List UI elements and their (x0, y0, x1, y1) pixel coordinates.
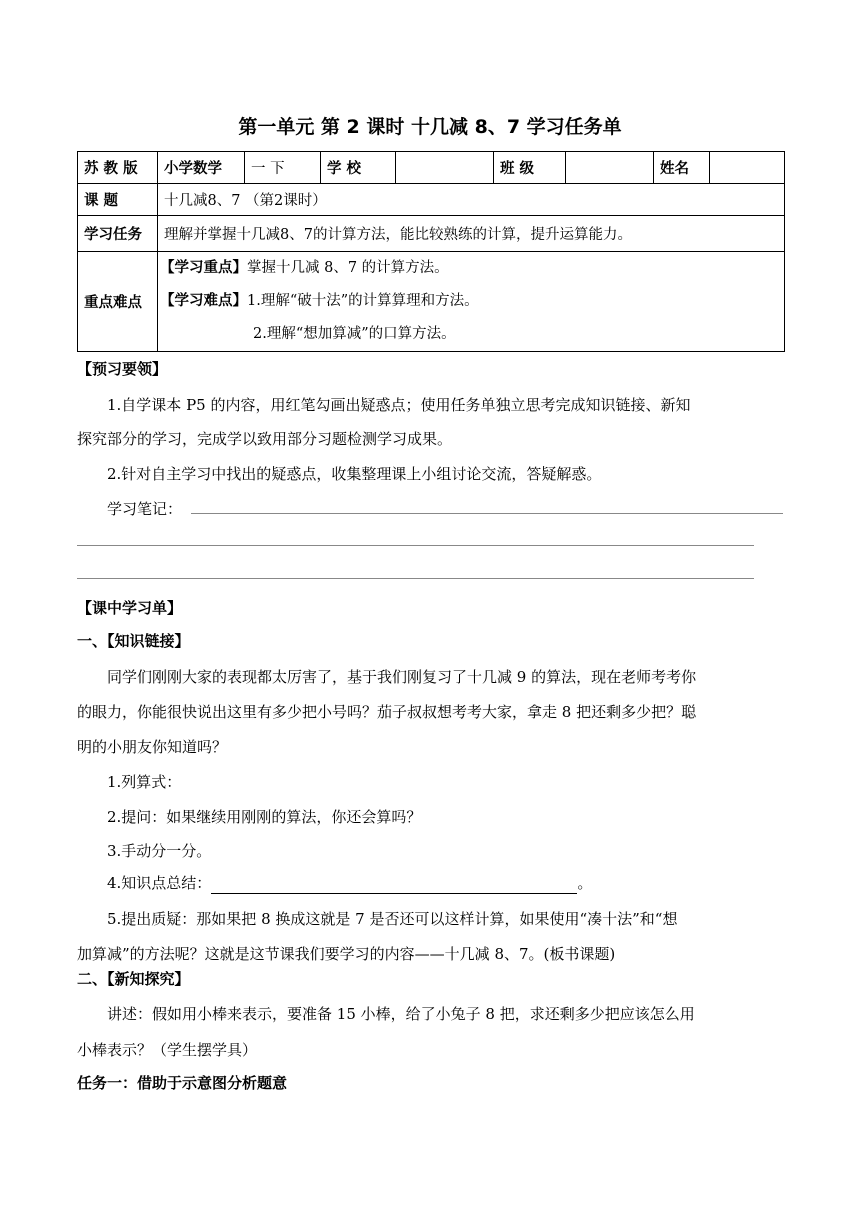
section-new-knowledge: 二、【新知探究】 (77, 970, 190, 988)
para1-line2: 的眼力，你能很快说出这里有多少把小号吗？茄子叔叔想考考大家，拿走 8 把还剩多少把？聪 (77, 703, 697, 721)
publisher-cell: 苏 教 版 (78, 152, 158, 184)
topic-value: 十几减8、7 （第2课时） (158, 184, 785, 216)
class-label: 班 级 (494, 152, 566, 184)
para2-line2: 小棒表示？（学生摆学具） (77, 1041, 258, 1059)
topic-label: 课 题 (78, 184, 158, 216)
task-label: 学习任务 (78, 216, 158, 252)
section-knowledge-link: 一、【知识链接】 (77, 632, 190, 650)
summary-answer-line[interactable] (211, 877, 577, 894)
preview-item1-line2: 探究部分的学习，完成学以致用部分习题检测学习成果。 (77, 430, 453, 448)
difficulty-label: 【学习难点】 (160, 293, 247, 309)
subject-cell: 小学数学 (158, 152, 245, 184)
name-label: 姓名 (654, 152, 710, 184)
notes-label: 学习笔记： (107, 500, 183, 518)
step-5-line2: 加算减”的方法呢？这就是这节课我们要学习的内容——十几减 8、7。(板书课题) (77, 945, 616, 963)
difficulty-2: 2.理解“想加算减”的口算方法。 (253, 326, 456, 342)
focus-content (158, 252, 785, 352)
preview-item2: 2.针对自主学习中找出的疑惑点，收集整理课上小组讨论交流，答疑解惑。 (107, 465, 602, 483)
difficulty-1: 1.理解“破十法”的计算算理和方法。 (247, 293, 479, 309)
task-one-heading: 任务一：借助于示意图分析题意 (77, 1074, 288, 1092)
task-value: 理解并掌握十几减8、7的计算方法，能比较熟练的计算，提升运算能力。 (158, 216, 785, 252)
key-point-label: 【学习重点】 (160, 260, 247, 276)
key-point (160, 252, 782, 285)
notes-line-1[interactable] (191, 513, 783, 514)
step-2: 2.提问：如果继续用刚刚的算法，你还会算吗？ (107, 808, 422, 826)
grade-cell: 一 下 (245, 152, 321, 184)
para1-line1: 同学们刚刚大家的表现都太厉害了，基于我们刚复习了十几减 9 的算法，现在老师考考你 (107, 668, 697, 686)
difficulty-point (160, 285, 782, 318)
class-field[interactable] (566, 152, 654, 184)
preview-item1-line1: 1.自学课本 P5 的内容，用红笔勾画出疑惑点；使用任务单独立思考完成知识链接、新知 (107, 396, 691, 414)
name-field[interactable] (710, 152, 785, 184)
notes-line-2[interactable] (77, 545, 754, 546)
page-title: 第一单元 第 2 课时 十几减 8、7 学习任务单 (238, 116, 622, 138)
para2-line1: 讲述：假如用小棒来表示，要准备 15 小棒，给了小兔子 8 把，求还剩多少把应该怎么用 (107, 1005, 695, 1023)
notes-line-3[interactable] (77, 578, 754, 579)
step-3: 3.手动分一分。 (107, 842, 212, 860)
para1-line3: 明的小朋友你知道吗？ (77, 738, 228, 756)
key-point-text: 掌握十几减 8、7 的计算方法。 (247, 260, 449, 276)
step-4-label: 4.知识点总结： (107, 874, 212, 892)
lesson-heading: 【课中学习单】 (77, 599, 183, 617)
step-4-end: 。 (577, 874, 593, 892)
preview-heading: 【预习要领】 (77, 360, 168, 378)
step-4 (77, 872, 784, 894)
focus-label: 重点难点 (78, 252, 158, 352)
school-label: 学 校 (321, 152, 396, 184)
step-1: 1.列算式： (107, 773, 182, 791)
info-table (77, 151, 785, 352)
school-field[interactable] (396, 152, 494, 184)
step-5-line1: 5.提出质疑：那如果把 8 换成这就是 7 是否还可以这样计算，如果使用“凑十法”和“想 (107, 910, 678, 928)
